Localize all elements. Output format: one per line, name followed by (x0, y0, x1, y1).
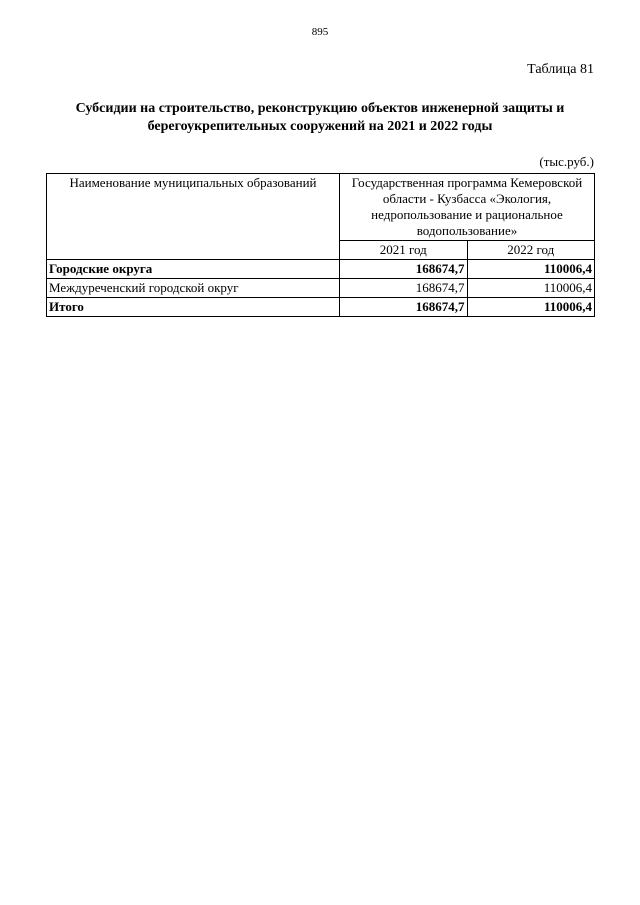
row-value-2022: 110006,4 (467, 260, 595, 279)
row-name: Городские округа (47, 260, 340, 279)
column-header-municipality: Наименование муниципальных образований (47, 174, 340, 260)
row-value-2022: 110006,4 (467, 298, 595, 317)
table-label: Таблица 81 (527, 62, 594, 77)
row-value-2021: 168674,7 (340, 279, 468, 298)
row-value-2021: 168674,7 (340, 260, 468, 279)
page-number: 895 (311, 26, 329, 38)
column-header-2022: 2022 год (467, 241, 595, 260)
table-row-total (47, 298, 595, 317)
subsidy-table (46, 173, 595, 317)
table-row-urban-districts (47, 260, 595, 279)
row-name: Междуреченский городской округ (47, 279, 340, 298)
column-header-program: Государственная программа Кемеровской области - Кузбасса «Экология, недропользование и рациональное водопользование» (340, 174, 595, 241)
units-label: (тыс.руб.) (539, 154, 594, 169)
row-value-2022: 110006,4 (467, 279, 595, 298)
document-title: Субсидии на строительство, реконструкцию объектов инженерной защиты и берегоукрепительных сооружений на 2021 и 2022 годы (75, 101, 565, 134)
table-row-mezhdurechensky (47, 279, 595, 298)
column-header-2021: 2021 год (340, 241, 468, 260)
row-name: Итого (47, 298, 340, 317)
row-value-2021: 168674,7 (340, 298, 468, 317)
